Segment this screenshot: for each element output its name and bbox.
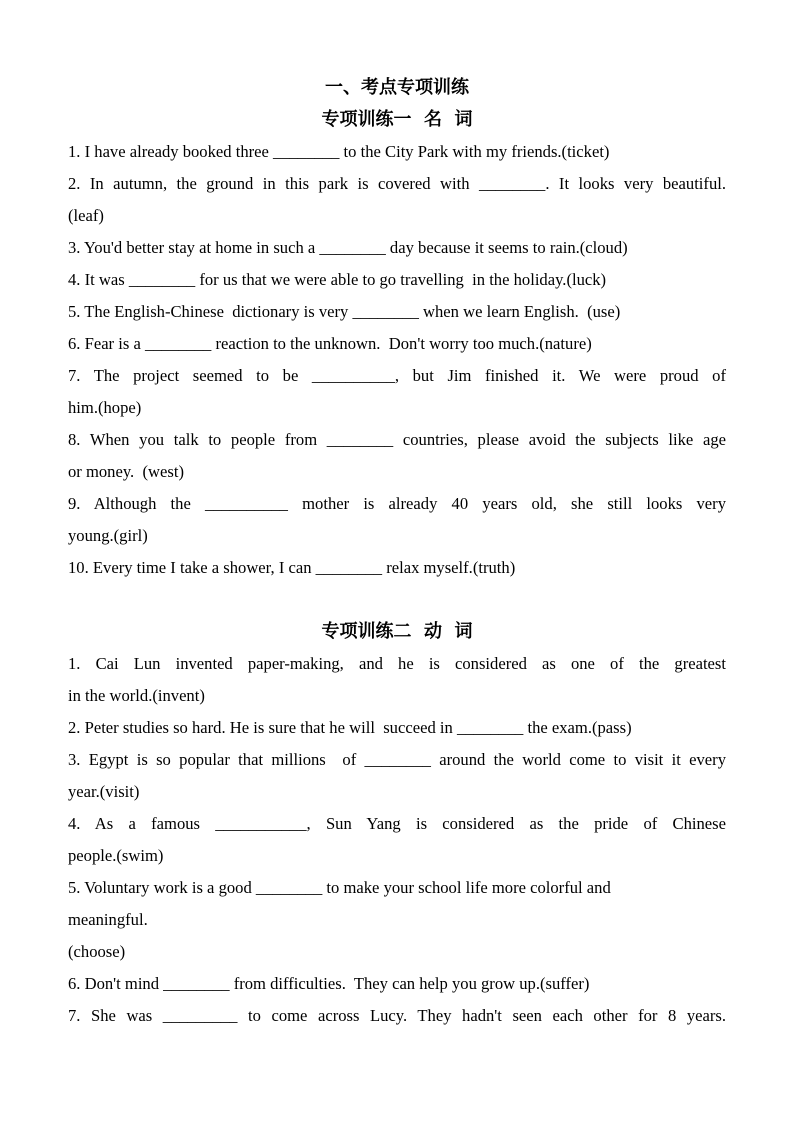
verb-question-3-line-1: 3. Egypt is so popular that millions of ________ around the world come to visit it every: [68, 750, 726, 769]
verb-question-1-line-1: 1. Cai Lun invented paper-making, and he is considered as one of the greatest: [68, 654, 726, 673]
question-9-line-2: young.(girl): [68, 526, 148, 545]
question-10-line-1: 10. Every time I take a shower, I can ________ relax myself.(truth): [68, 558, 516, 577]
question-7-line-1: 7. The project seemed to be __________, but Jim finished it. We were proud of: [68, 366, 726, 385]
verb-question-5-line-3: (choose): [68, 942, 126, 961]
verb-question-3-line-2: year.(visit): [68, 782, 140, 801]
question-7-line-2: him.(hope): [68, 398, 142, 417]
verb-question-5-line-1: 5. Voluntary work is a good ________ to make your school life more colorful and: [68, 878, 611, 897]
question-9-line-1: 9. Although the __________ mother is already 40 years old, she still looks very: [68, 494, 726, 513]
question-2-line-1: 2. In autumn, the ground in this park is covered with ________. It looks very beautiful.: [68, 174, 726, 193]
verb-question-7-line-1: 7. She was _________ to come across Lucy. They hadn't seen each other for 8 years.: [68, 1006, 726, 1025]
question-6-line-1: 6. Fear is a ________ reaction to the unknown. Don't worry too much.(nature): [68, 334, 592, 353]
verb-question-5-line-2: meaningful.: [68, 910, 148, 929]
verb-question-1-line-2: in the world.(invent): [68, 686, 205, 705]
verb-question-2-line-1: 2. Peter studies so hard. He is sure that he will succeed in ________ the exam.(pass): [68, 718, 632, 737]
question-8-line-2: or money. (west): [68, 462, 184, 481]
section-1-title: 专项训练一 名 词: [321, 109, 473, 130]
section-2-title: 专项训练二 动 词: [321, 621, 473, 642]
verb-question-4-line-1: 4. As a famous ___________, Sun Yang is considered as the pride of Chinese: [68, 814, 726, 833]
verb-question-6-line-1: 6. Don't mind ________ from difficulties. They can help you grow up.(suffer): [68, 974, 590, 993]
question-8-line-1: 8. When you talk to people from ________ countries, please avoid the subjects like age: [68, 430, 726, 449]
question-5-line-1: 5. The English-Chinese dictionary is very ________ when we learn English. (use): [68, 302, 621, 321]
main-title: 一、考点专项训练: [325, 77, 469, 98]
verb-question-4-line-2: people.(swim): [68, 846, 164, 865]
question-4-line-1: 4. It was ________ for us that we were able to go travelling in the holiday.(luck): [68, 270, 607, 289]
question-1-line-1: 1. I have already booked three ________ to the City Park with my friends.(ticket): [68, 142, 610, 161]
question-2-line-2: (leaf): [68, 206, 104, 225]
question-3-line-1: 3. You'd better stay at home in such a ________ day because it seems to rain.(cloud): [68, 238, 628, 257]
